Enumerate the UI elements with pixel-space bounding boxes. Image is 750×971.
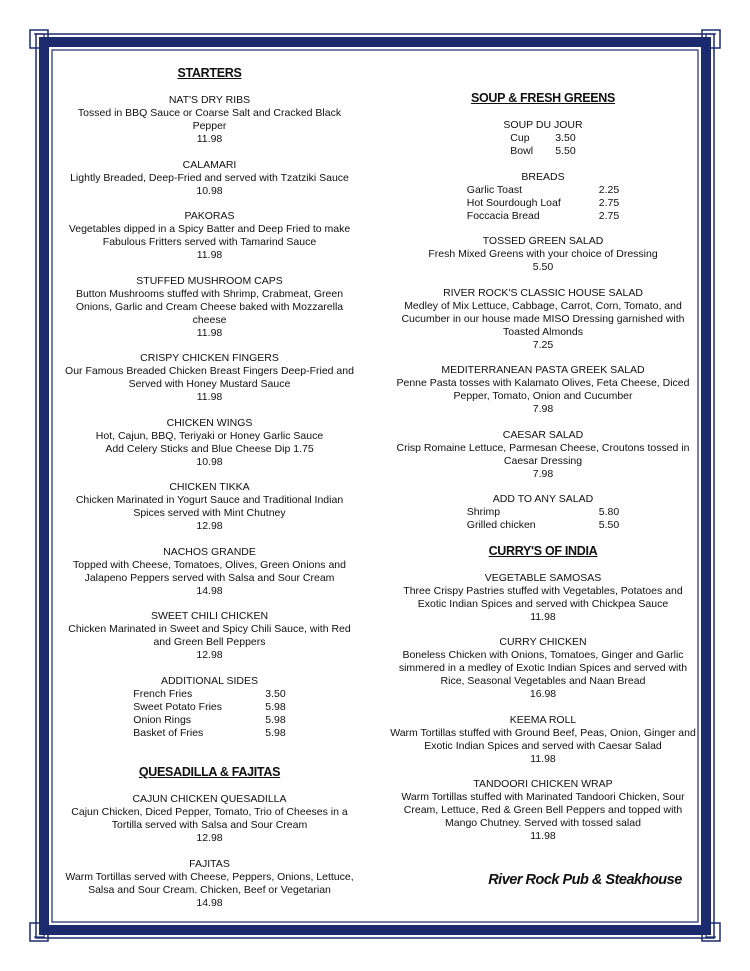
starters-title: STARTERS [177, 66, 242, 80]
menu-item [62, 858, 357, 910]
item-price: 11.98 [196, 133, 223, 145]
item-desc: Our Famous Breaded Chicken Breast Fingers Deep-Fried and Served with Honey Mustard Sauce [65, 365, 354, 390]
item-price: 10.98 [196, 455, 223, 468]
menu-item [388, 572, 698, 624]
item-desc: Chicken Marinated in Yogurt Sauce and Traditional Indian Spices served with Mint Chutney [75, 494, 344, 519]
menu-item [62, 275, 357, 340]
item-price: 14.98 [196, 896, 223, 909]
restaurant-brand: River Rock Pub & Steakhouse [488, 872, 682, 888]
item-desc: Cajun Chicken, Diced Pepper, Tomato, Trio of Cheeses in a Tortilla served with Salsa and Sour Cream [71, 806, 348, 831]
right-column [388, 92, 698, 856]
menu-item [62, 481, 357, 533]
item-name: KEEMA ROLL [509, 713, 577, 726]
item-desc: Lightly Breaded, Deep-Fried and served with Tzatziki Sauce [70, 171, 349, 184]
table-row: Bowl 5.50 [510, 145, 576, 157]
item-price: 11.98 [196, 326, 223, 339]
item-name: STUFFED MUSHROOM CAPS [136, 274, 283, 287]
item-desc: Fresh Mixed Greens with your choice of Dressing [428, 248, 658, 260]
table-row: French Fries 3.50 [133, 687, 286, 700]
soup-du-jour-title: SOUP DU JOUR [503, 119, 583, 131]
menu-item [62, 352, 357, 404]
menu-item [388, 287, 698, 352]
item-desc: Chicken Marinated in Sweet and Spicy Chili Sauce, with Red and Green Bell Peppers [68, 623, 351, 648]
menu-item [388, 429, 698, 481]
menu-item [388, 714, 698, 766]
table-row: Onion Rings 5.98 [133, 713, 286, 726]
item-price: 11.98 [530, 752, 556, 765]
item-price: 7.98 [532, 403, 554, 415]
menu-item [62, 94, 357, 146]
item-name: TANDOORI CHICKEN WRAP [473, 778, 613, 790]
item-name: VEGETABLE SAMOSAS [484, 571, 602, 584]
item-price: 12.98 [196, 520, 223, 532]
menu-item [388, 235, 698, 274]
item-price: 7.98 [532, 467, 554, 480]
item-name: CURRY CHICKEN [499, 636, 587, 648]
breads-table [467, 184, 619, 223]
table-row: Foccacia Bread 2.75 [466, 209, 620, 222]
soup-title: SOUP & FRESH GREENS [470, 91, 616, 105]
item-price: 10.98 [196, 184, 223, 197]
menu-item [388, 364, 698, 416]
item-name: MEDITERRANEAN PASTA GREEK SALAD [441, 364, 645, 376]
left-column [62, 67, 357, 922]
item-name: TOSSED GREEN SALAD [482, 235, 604, 247]
menu-item [62, 417, 357, 469]
item-name: PAKORAS [184, 210, 235, 222]
add-salad-table [467, 506, 619, 532]
sides-table [133, 688, 285, 740]
menu-item [62, 793, 357, 845]
item-price: 14.98 [196, 584, 223, 597]
item-name: CRISPY CHICKEN FINGERS [140, 352, 279, 364]
item-desc: Three Crispy Pastries stuffed with Vegetables, Potatoes and Exotic Indian Spices and served with Chickpea Sauce [403, 584, 683, 610]
item-name: FAJITAS [189, 857, 230, 870]
add-to-salad [388, 493, 698, 532]
item-price: 12.98 [196, 832, 223, 844]
menu-item [62, 159, 357, 198]
item-name: NACHOS GRANDE [163, 545, 256, 558]
table-row: Sweet Potato Fries 5.98 [133, 700, 286, 713]
breads [388, 171, 698, 223]
menu-item [62, 210, 357, 262]
quesadilla-title: QUESADILLA & FAJITAS [138, 765, 281, 779]
item-desc: Warm Tortillas stuffed with Marinated Tandoori Chicken, Sour Cream, Lettuce, Red & Green Bell Peppers and topped with Mango Chutney. Served with tossed salad [401, 791, 685, 829]
table-row: Shrimp 5.80 [466, 506, 620, 518]
item-price: 12.98 [196, 649, 223, 661]
item-name: NAT'S DRY RIBS [168, 94, 251, 106]
item-name: RIVER ROCK'S CLASSIC HOUSE SALAD [443, 286, 643, 299]
table-row: Garlic Toast 2.25 [466, 183, 620, 196]
item-desc-extra: Add Celery Sticks and Blue Cheese Dip 1.75 [105, 442, 314, 455]
item-price: 16.98 [529, 688, 557, 700]
item-desc: Vegetables dipped in a Spicy Batter and Deep Fried to make Fabulous Fritters served with Tamarind Sauce [68, 223, 351, 248]
item-desc: Crisp Romaine Lettuce, Parmesan Cheese, Croutons tossed in Caesar Dressing [396, 441, 690, 467]
menu-item [388, 778, 698, 843]
table-row: Grilled chicken 5.50 [466, 519, 620, 531]
item-price: 5.50 [532, 261, 554, 273]
item-name: CHICKEN WINGS [166, 416, 253, 429]
soup-table [510, 132, 575, 158]
add-salad-title: ADD TO ANY SALAD [492, 493, 594, 505]
item-price: 11.98 [530, 610, 556, 623]
soup-du-jour [388, 119, 698, 158]
item-name: SWEET CHILI CHICKEN [150, 610, 269, 622]
item-desc: Topped with Cheese, Tomatoes, Olives, Green Onions and Jalapeno Peppers served with Salsa and Sour Cream [73, 558, 346, 584]
table-row: Hot Sourdough Loaf 2.75 [466, 196, 620, 209]
item-desc: Medley of Mix Lettuce, Cabbage, Carrot, Corn, Tomato, and Cucumber in our house made MISO Dressing garnished with Toasted Almonds [401, 299, 685, 338]
curry-title: CURRY'S OF INDIA [488, 543, 598, 558]
menu-item [62, 610, 357, 662]
item-desc: Warm Tortillas stuffed with Ground Beef, Peas, Onion, Ginger and Exotic Indian Spices and served with Caesar Salad [390, 726, 696, 752]
table-row: Cup 3.50 [510, 132, 576, 144]
table-row: Basket of Fries 5.98 [133, 726, 286, 739]
item-price: 11.98 [530, 830, 556, 842]
item-price: 11.98 [196, 391, 223, 403]
item-name: CAJUN CHICKEN QUESADILLA [132, 793, 287, 805]
additional-sides-title: ADDITIONAL SIDES [160, 674, 259, 687]
item-name: CAESAR SALAD [502, 428, 584, 441]
item-name: CALAMARI [182, 158, 237, 171]
item-desc: Hot, Cajun, BBQ, Teriyaki or Honey Garlic Sauce [95, 429, 324, 442]
item-price: 7.25 [532, 338, 554, 351]
item-name: CHICKEN TIKKA [169, 481, 250, 493]
menu-item [62, 546, 357, 598]
breads-title: BREADS [521, 170, 565, 183]
item-desc: Boneless Chicken with Onions, Tomatoes, Ginger and Garlic simmered in a medley of Exotic Indian Spices and served with Rice, Seasonal Vegetables and Naan Bread [398, 649, 688, 687]
item-price: 11.98 [196, 249, 223, 261]
menu-item [388, 636, 698, 701]
additional-sides [62, 675, 357, 740]
item-desc: Warm Tortillas served with Cheese, Peppers, Onions, Lettuce, Salsa and Sour Cream. Chicken, Beef or Vegetarian [65, 870, 354, 896]
item-desc: Penne Pasta tosses with Kalamato Olives, Feta Cheese, Diced Pepper, Tomato, Onion and Cucumber [396, 377, 690, 402]
item-desc: Tossed in BBQ Sauce or Coarse Salt and Cracked Black Pepper [77, 107, 342, 132]
item-desc: Button Mushrooms stuffed with Shrimp, Crabmeat, Green Onions, Garlic and Cream Cheese baked with Mozzarella cheese [75, 287, 344, 326]
